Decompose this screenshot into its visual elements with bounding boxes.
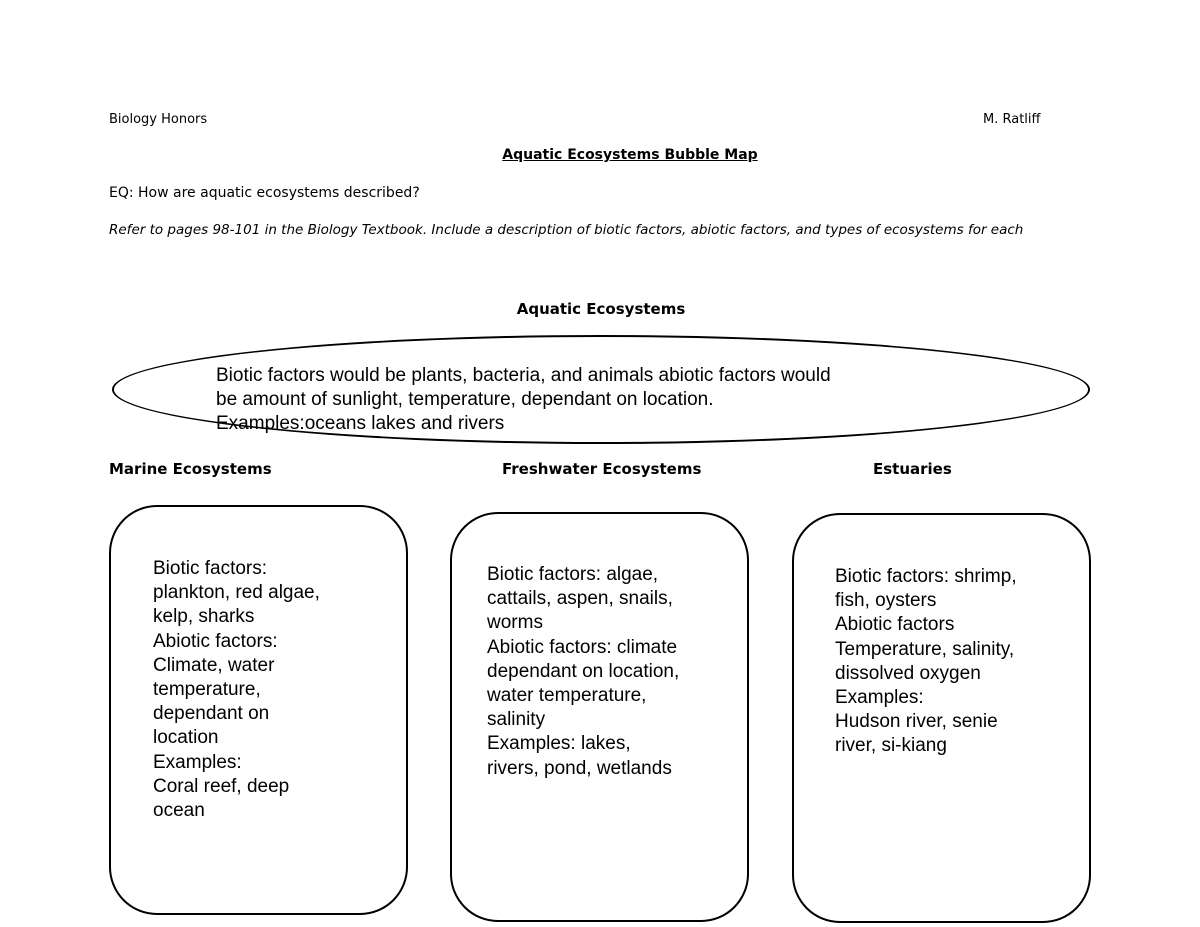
bubble-line: Examples: (835, 687, 924, 709)
bubble-line: Examples: lakes, (487, 733, 631, 755)
bubble-line: Coral reef, deep (153, 775, 290, 797)
center-line: Biotic factors would be plants, bacteria, and animals abiotic factors would (216, 365, 831, 386)
estuaries-bubble-text (835, 565, 1075, 759)
essential-question: EQ: How are aquatic ecosystems described? (109, 185, 420, 201)
bubble-line: dependant on location, (487, 660, 680, 682)
bubble-line: Examples: (153, 751, 242, 773)
bubble-line: cattails, aspen, snails, (487, 588, 673, 610)
bubble-line: Abiotic factors: climate (487, 636, 678, 658)
freshwater-bubble-text (487, 563, 727, 781)
bubble-line: temperature, (153, 679, 261, 701)
bubble-line: location (153, 727, 219, 749)
center-line: Examples:oceans lakes and rivers (216, 413, 505, 434)
bubble-line: Abiotic factors (835, 614, 955, 636)
instructions: Refer to pages 98-101 in the Biology Textbook. Include a description of biotic factors, abiotic factors, and types of ecosystems for each (109, 222, 1024, 238)
bubble-line: kelp, sharks (153, 606, 255, 628)
marine-heading: Marine Ecosystems (109, 460, 272, 478)
bubble-line: Abiotic factors: (153, 630, 278, 652)
bubble-line: Hudson river, senie (835, 711, 998, 733)
worksheet-title: Aquatic Ecosystems Bubble Map (502, 147, 758, 163)
bubble-line: Biotic factors: algae, (487, 564, 659, 585)
teacher-name: M. Ratliff (983, 112, 1041, 127)
center-line: be amount of sunlight, temperature, dependant on location. (216, 389, 714, 410)
center-bubble-heading: Aquatic Ecosystems (516, 300, 686, 318)
bubble-line: fish, oysters (835, 590, 937, 612)
bubble-line: rivers, pond, wetlands (487, 757, 672, 779)
bubble-line: Biotic factors: (153, 558, 268, 579)
bubble-line: dependant on (153, 703, 270, 725)
bubble-line: salinity (487, 709, 546, 731)
marine-bubble-text (153, 557, 383, 823)
bubble-line: Climate, water (153, 654, 275, 676)
bubble-line: ocean (153, 800, 205, 822)
estuaries-heading: Estuaries (873, 460, 952, 478)
bubble-line: river, si-kiang (835, 735, 947, 757)
bubble-line: Temperature, salinity, (835, 638, 1015, 660)
bubble-line: dissolved oxygen (835, 662, 981, 684)
course-name: Biology Honors (109, 112, 208, 127)
bubble-line: worms (487, 612, 543, 634)
center-bubble-text (216, 364, 936, 436)
bubble-line: Biotic factors: shrimp, (835, 566, 1017, 587)
freshwater-heading: Freshwater Ecosystems (502, 460, 702, 478)
bubble-line: water temperature, (487, 685, 647, 707)
bubble-line: plankton, red algae, (153, 582, 320, 604)
